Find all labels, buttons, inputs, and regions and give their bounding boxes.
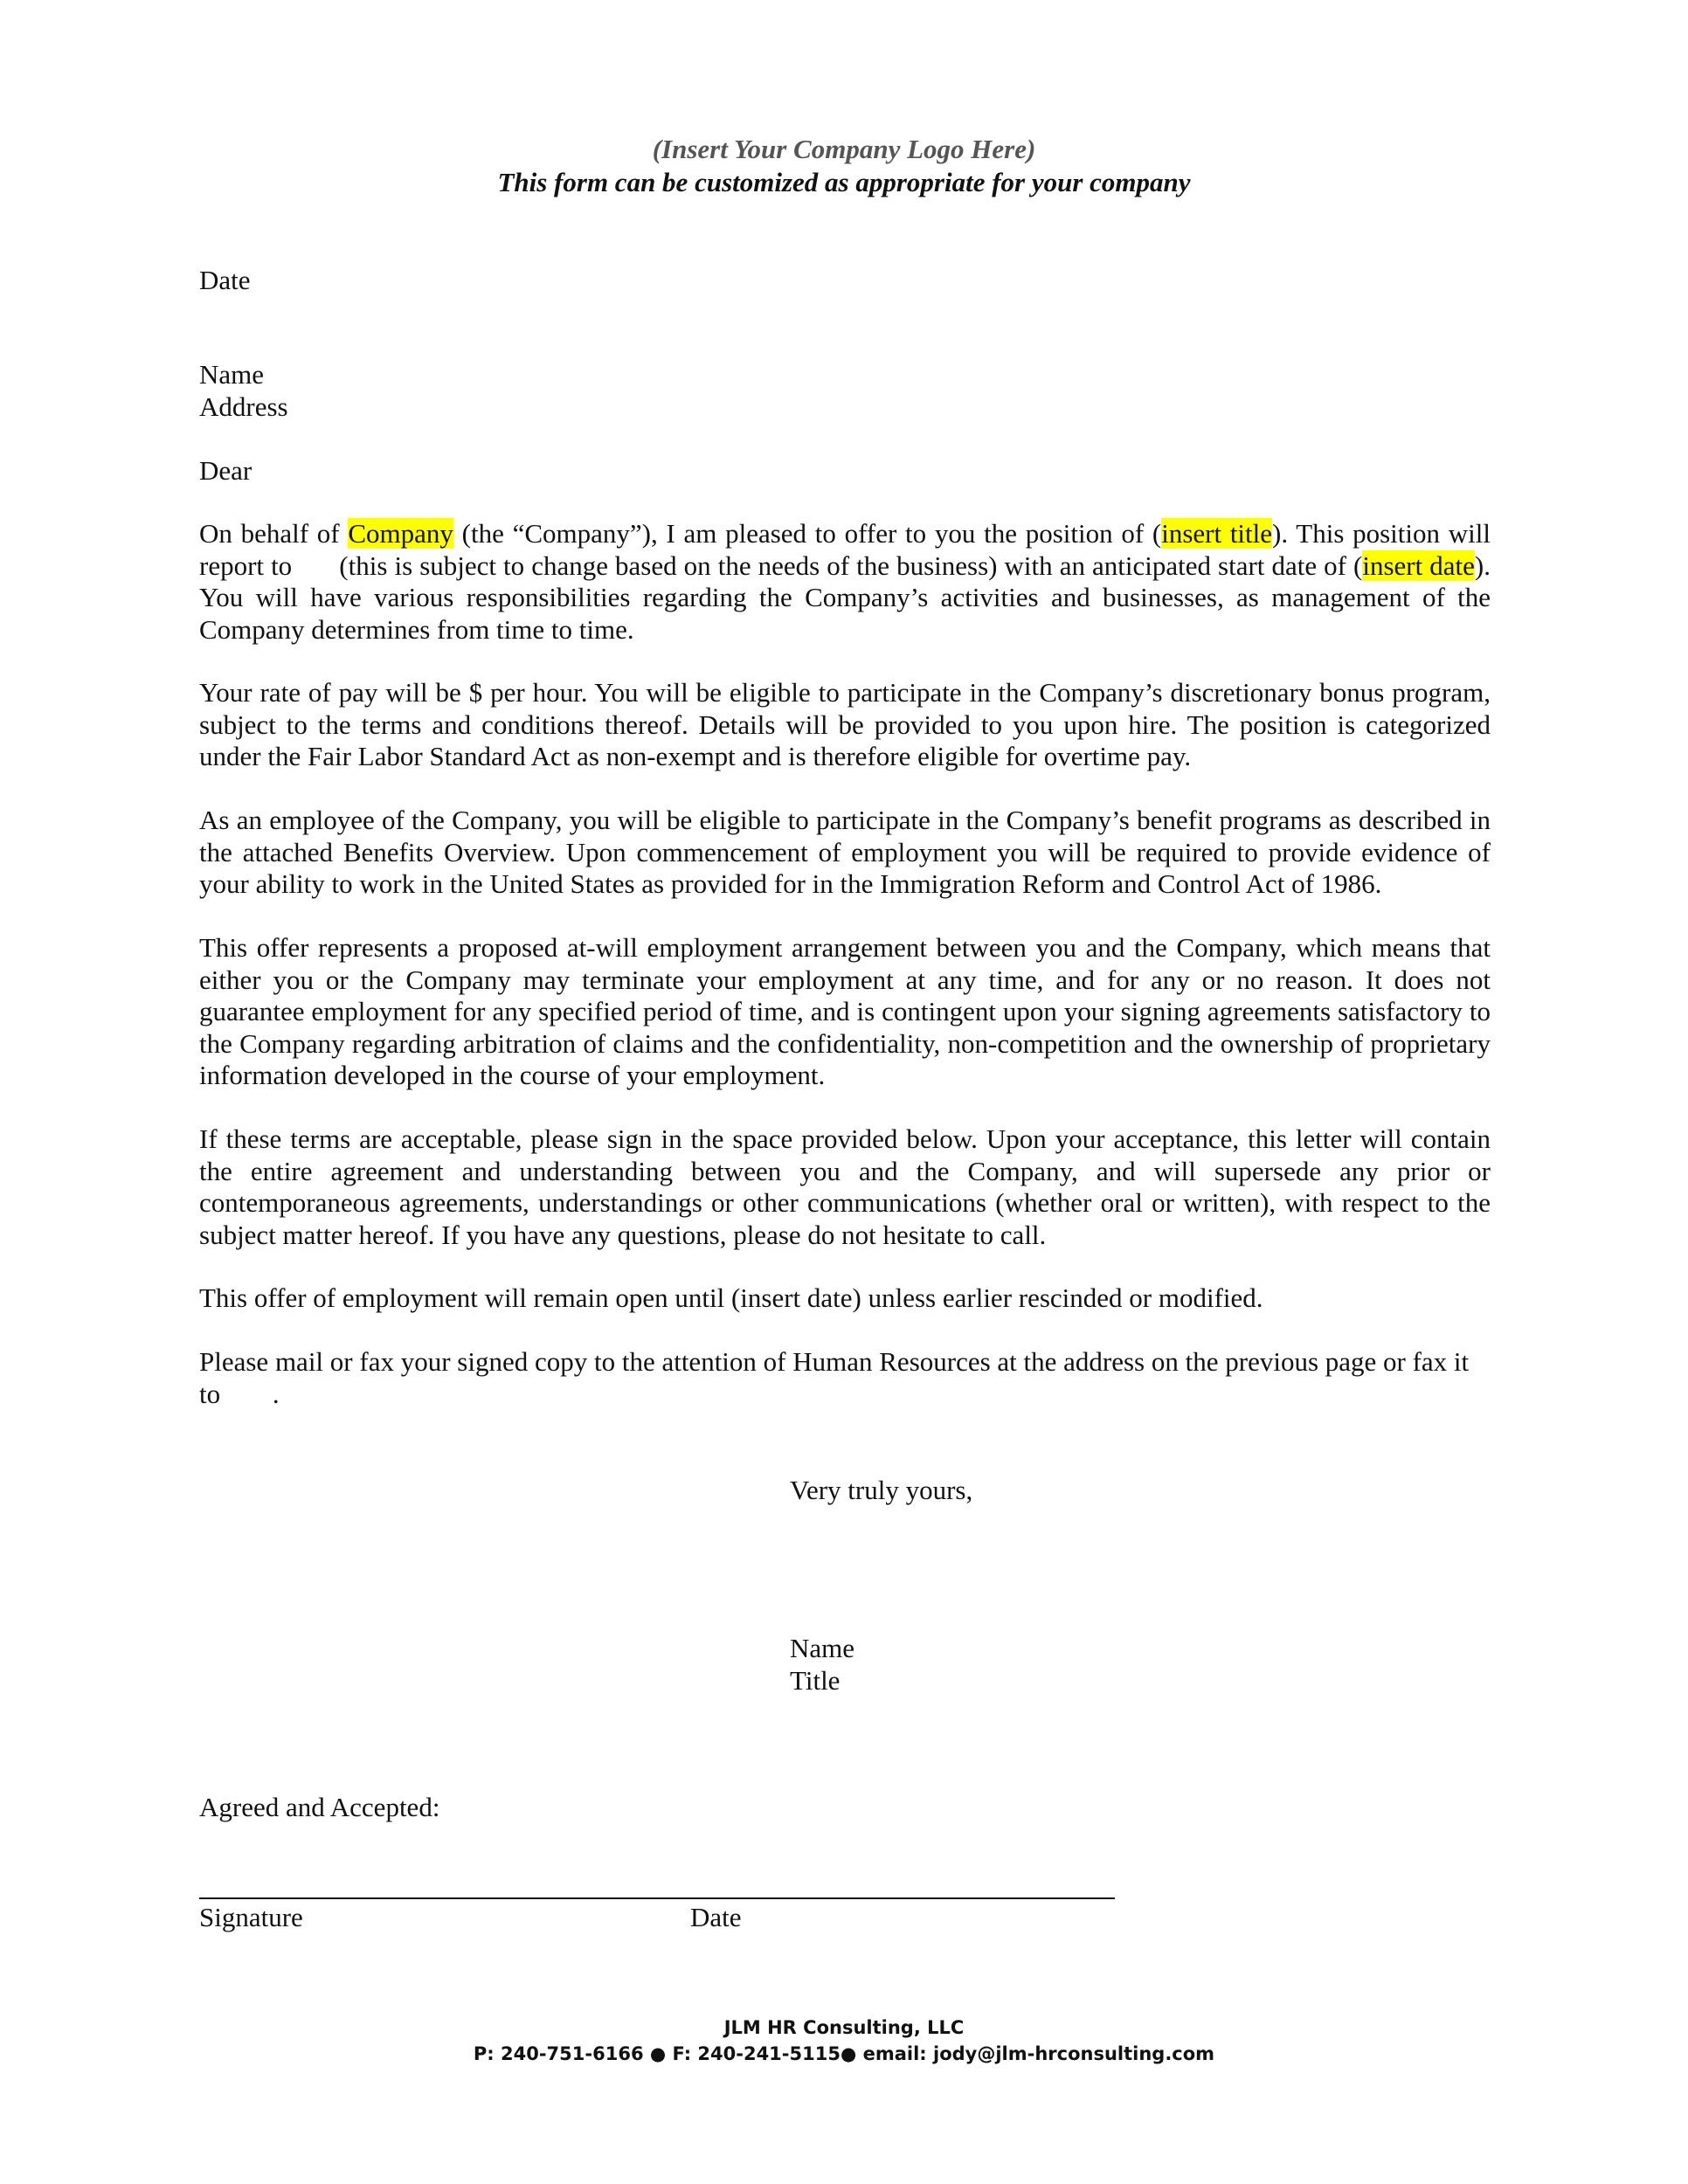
salutation: Dear [199, 455, 253, 486]
p7-text-1: Please mail or fax your signed copy to the attention of Human Resources at the address on the previous page or fax it to [199, 1346, 1470, 1409]
recipient-address: Address [199, 391, 288, 422]
paragraph-benefits: As an employee of the Company, you will be eligible to participate in the Company’s benefit programs as described in the attached Benefits Overview. Upon commencement of employment you will be required to provide evidence of your ability to work in the United States as provided for in the Immigration Reform and Control Act of 1986. [199, 805, 1491, 899]
paragraph-at-will: This offer represents a proposed at-will employment arrangement between you and the Company, which means that either you or the Company may terminate your employment at any time, and for any or no reason. It does not guarantee employment for any specified period of time, and is contingent upon your signing agreements satisfactory to the Company regarding arbitration of claims and the confidentiality, non-competition and the ownership of proprietary information developed in the course of your employment. [199, 932, 1491, 1090]
sender-title: Title [790, 1665, 841, 1696]
letter-footer [0, 2015, 1688, 2067]
p1-text-5: ). You will have various responsibilities regarding the Company’s activities and businesses, as management of the Company determines from time to time. [199, 549, 1491, 645]
p2-text-1: Your rate of pay will be $ [199, 677, 491, 708]
p2-text-2: per hour. You will be eligible to participate in the Company’s discretionary bonus program, subject to the terms and conditions thereof. Details will be provided to you upon hire. The position is categorized under the Fair Labor Standard Act as non-exempt and is therefore eligible for overtime pay. [199, 677, 1491, 771]
paragraph-return-instructions [199, 1346, 1475, 1410]
sender-name: Name [790, 1633, 855, 1663]
p1-text-4: (this is subject to change based on the needs of the business) with an anticipated start date of ( [332, 549, 1363, 581]
signature-line [199, 1897, 1115, 1899]
paragraph-offer-expiry: This offer of employment will remain open until (insert date) unless earlier rescinded or modified. [199, 1282, 1263, 1313]
customize-note: This form can be customized as appropriate for your company [497, 167, 1191, 197]
highlight-insert-title: insert title [1161, 518, 1273, 549]
highlight-company: Company [348, 518, 453, 549]
signature-date-label: Date [690, 1902, 742, 1932]
agreed-accepted-label: Agreed and Accepted: [199, 1792, 440, 1822]
footer-contact: P: 240-751-6166 ● F: 240-241-5115● email: jody@jlm-hrconsulting.com [473, 2043, 1215, 2064]
logo-placeholder: (Insert Your Company Logo Here) [652, 134, 1036, 164]
paragraph-position-offer [199, 518, 1491, 646]
signature-label: Signature [199, 1902, 303, 1932]
letter-header [0, 133, 1688, 199]
paragraph-acceptance-terms: If these terms are acceptable, please sign in the space provided below. Upon your acceptance, this letter will contain the entire agreement and understanding between you and the Company, and will supersede any prior or contemporaneous agreements, understandings or other communications (whether oral or written), with respect to the subject matter hereof. If you have any questions, please do not hesitate to call. [199, 1123, 1491, 1250]
footer-company: JLM HR Consulting, LLC [723, 2017, 965, 2038]
p1-text-2: (the “Company”), I am pleased to offer to you the position of ( [453, 518, 1162, 549]
date-label: Date [199, 265, 251, 295]
p1-text-1: On behalf of [199, 518, 349, 549]
p1-text-3: ). This position will report to [199, 518, 1491, 581]
recipient-name: Name [199, 359, 265, 390]
highlight-insert-date: insert date [1362, 549, 1475, 581]
valediction: Very truly yours, [790, 1475, 973, 1505]
paragraph-pay-rate [199, 677, 1491, 773]
p7-text-2: . [272, 1378, 280, 1409]
